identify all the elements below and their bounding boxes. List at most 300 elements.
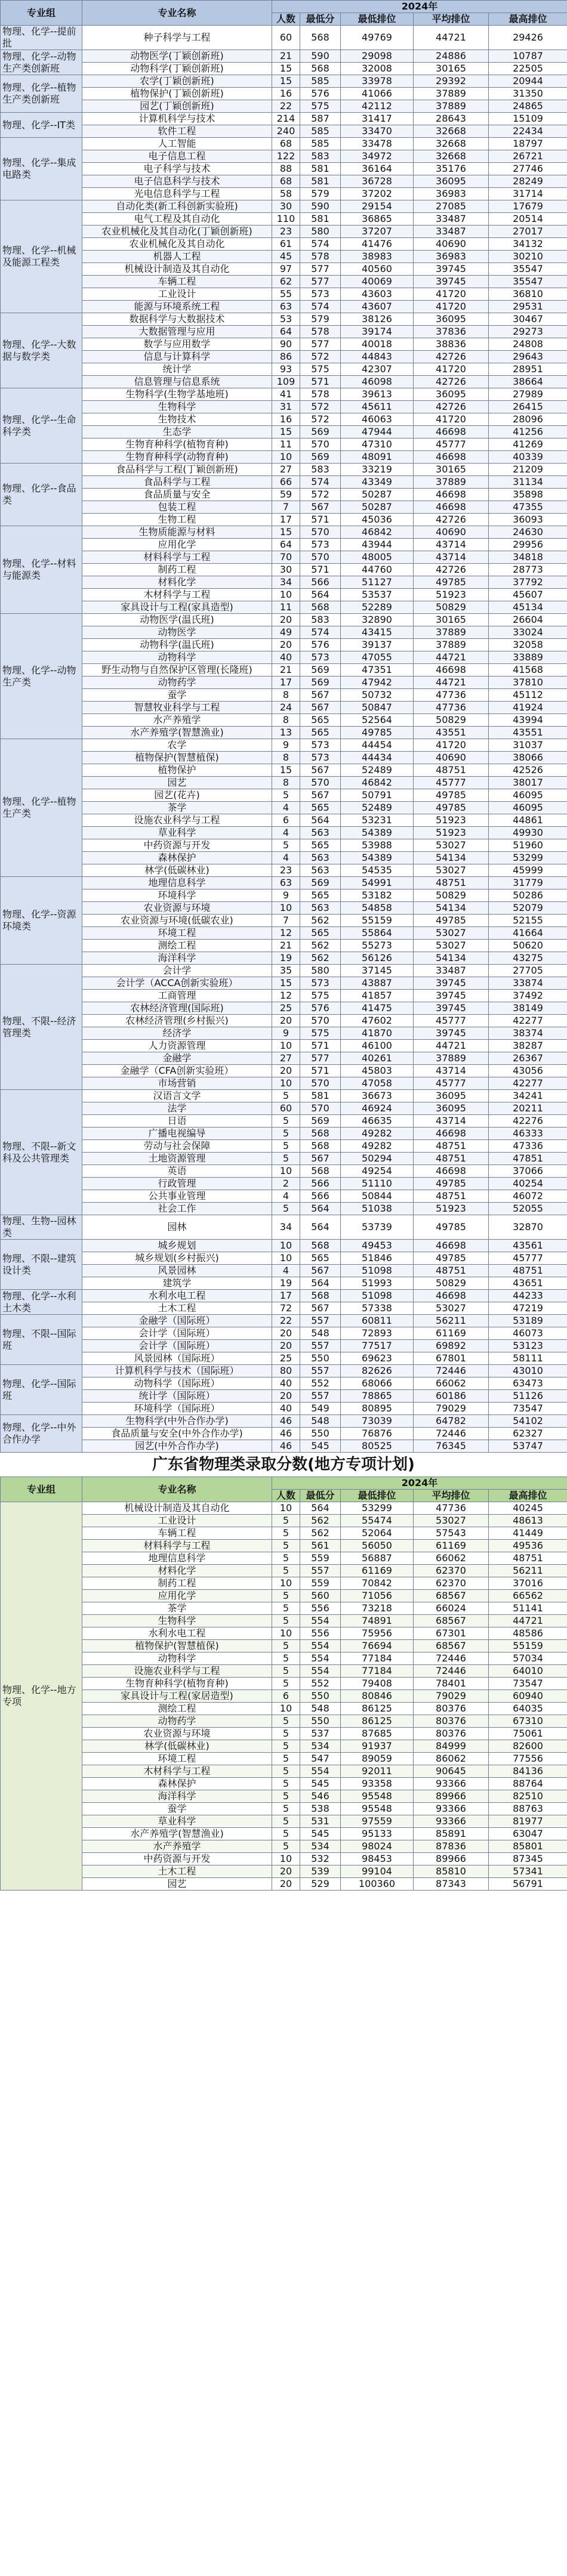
main-row — [1, 601, 567, 614]
local-min-score-cell: 559 — [300, 1577, 341, 1590]
main-count-cell: 53 — [272, 313, 300, 326]
main-min-score-cell: 571 — [300, 1040, 341, 1052]
main-avg-rank-cell: 30165 — [414, 614, 489, 626]
main-major-cell: 电子科学与技术 — [82, 163, 272, 175]
main-min-rank-cell: 46635 — [341, 1115, 414, 1128]
main-major-cell: 植物保护 — [82, 764, 272, 777]
main-count-cell: 64 — [272, 539, 300, 551]
main-min-score-cell: 572 — [300, 413, 341, 426]
main-major-cell: 动物药学 — [82, 677, 272, 689]
local-count-cell: 5 — [272, 1815, 300, 1828]
main-max-rank-cell: 45777 — [489, 1252, 567, 1265]
local-min-score-cell: 554 — [300, 1640, 341, 1653]
local-avg-rank-cell: 86062 — [414, 1753, 489, 1765]
main-row — [1, 26, 567, 50]
main-min-score-cell: 568 — [300, 1140, 341, 1153]
main-min-score-cell: 563 — [300, 827, 341, 839]
main-major-cell: 植物保护(智慧植保) — [82, 752, 272, 764]
main-min-score-cell: 570 — [300, 777, 341, 789]
main-avg-rank-cell: 39745 — [414, 977, 489, 990]
main-max-rank-cell: 21209 — [489, 464, 567, 476]
local-major-cell: 生物科学 — [82, 1615, 272, 1627]
main-avg-rank-cell: 36983 — [414, 251, 489, 263]
main-max-rank-cell: 47336 — [489, 1140, 567, 1153]
main-avg-rank-cell: 46698 — [414, 451, 489, 464]
main-min-score-cell: 566 — [300, 1178, 341, 1190]
main-max-rank-cell: 36093 — [489, 514, 567, 526]
main-count-cell: 68 — [272, 138, 300, 150]
main-group-cell: 物理、化学--植物生产类创新班 — [1, 75, 82, 113]
main-min-rank-cell: 54389 — [341, 827, 414, 839]
main-min-score-cell: 583 — [300, 150, 341, 163]
main-max-rank-cell: 52079 — [489, 902, 567, 915]
main-min-rank-cell: 47942 — [341, 677, 414, 689]
main-row — [1, 175, 567, 188]
local-max-rank-cell: 40245 — [489, 1502, 567, 1515]
main-min-score-cell: 577 — [300, 338, 341, 351]
main-min-score-cell: 571 — [300, 1065, 341, 1077]
main-group-cell: 物理、不限--经济管理类 — [1, 965, 82, 1090]
main-row — [1, 1252, 567, 1265]
main-avg-rank-cell: 67801 — [414, 1352, 489, 1365]
main-min-rank-cell: 46100 — [341, 1040, 414, 1052]
main-max-rank-cell: 43275 — [489, 952, 567, 965]
main-row — [1, 889, 567, 902]
main-min-score-cell: 568 — [300, 1128, 341, 1140]
main-group-cell: 物理、不限--国际班 — [1, 1315, 82, 1365]
main-count-cell: 8 — [272, 689, 300, 702]
main-row — [1, 689, 567, 702]
local-header-group: 专业组 — [1, 1477, 82, 1502]
main-row — [1, 852, 567, 864]
main-min-rank-cell: 56126 — [341, 952, 414, 965]
local-max-rank-cell: 44721 — [489, 1615, 567, 1627]
main-count-cell: 64 — [272, 326, 300, 338]
main-max-rank-cell: 29273 — [489, 326, 567, 338]
main-max-rank-cell: 28249 — [489, 175, 567, 188]
main-min-rank-cell: 45611 — [341, 401, 414, 413]
main-count-cell: 25 — [272, 1352, 300, 1365]
main-min-rank-cell: 36164 — [341, 163, 414, 175]
main-min-score-cell: 570 — [300, 1102, 341, 1115]
main-min-score-cell: 578 — [300, 388, 341, 401]
main-min-score-cell: 569 — [300, 451, 341, 464]
main-avg-rank-cell: 51923 — [414, 827, 489, 839]
main-min-score-cell: 564 — [300, 589, 341, 601]
local-count-cell: 5 — [272, 1765, 300, 1778]
local-major-cell: 材料化学 — [82, 1565, 272, 1577]
main-max-rank-cell: 27746 — [489, 163, 567, 175]
main-min-rank-cell: 50791 — [341, 789, 414, 802]
local-major-cell: 工业设计 — [82, 1515, 272, 1527]
main-min-score-cell: 590 — [300, 200, 341, 213]
local-min-score-cell: 564 — [300, 1502, 341, 1515]
main-avg-rank-cell: 37889 — [414, 100, 489, 113]
main-min-rank-cell: 43349 — [341, 476, 414, 489]
main-min-rank-cell: 50287 — [341, 489, 414, 501]
main-avg-rank-cell: 41720 — [414, 288, 489, 301]
main-row — [1, 702, 567, 714]
main-min-score-cell: 569 — [300, 664, 341, 677]
main-max-rank-cell: 30467 — [489, 313, 567, 326]
main-min-rank-cell: 72893 — [341, 1327, 414, 1340]
main-row — [1, 351, 567, 363]
main-count-cell: 70 — [272, 551, 300, 564]
main-count-cell: 25 — [272, 1002, 300, 1015]
main-min-rank-cell: 47058 — [341, 1077, 414, 1090]
main-count-cell: 5 — [272, 1128, 300, 1140]
main-avg-rank-cell: 41720 — [414, 363, 489, 376]
main-max-rank-cell: 27705 — [489, 965, 567, 977]
main-max-rank-cell: 41924 — [489, 702, 567, 714]
main-avg-rank-cell: 45777 — [414, 1015, 489, 1027]
main-min-score-cell: 552 — [300, 1377, 341, 1390]
main-min-score-cell: 574 — [300, 626, 341, 639]
main-row — [1, 664, 567, 677]
main-min-score-cell: 579 — [300, 313, 341, 326]
main-min-rank-cell: 55273 — [341, 940, 414, 952]
local-min-score-cell: 547 — [300, 1753, 341, 1765]
local-row — [1, 1577, 567, 1590]
main-min-rank-cell: 54858 — [341, 902, 414, 915]
local-avg-rank-cell: 80376 — [414, 1728, 489, 1740]
main-min-rank-cell: 47351 — [341, 664, 414, 677]
main-min-rank-cell: 40069 — [341, 276, 414, 288]
main-max-rank-cell: 46095 — [489, 789, 567, 802]
main-min-score-cell: 573 — [300, 288, 341, 301]
local-major-cell: 制药工程 — [82, 1577, 272, 1590]
main-max-rank-cell: 31714 — [489, 188, 567, 200]
local-max-rank-cell: 67310 — [489, 1715, 567, 1728]
main-count-cell: 21 — [272, 664, 300, 677]
main-row — [1, 551, 567, 564]
main-min-score-cell: 567 — [300, 1153, 341, 1165]
main-max-rank-cell: 50286 — [489, 889, 567, 902]
main-min-rank-cell: 55864 — [341, 927, 414, 940]
local-max-rank-cell: 81977 — [489, 1815, 567, 1828]
main-row — [1, 927, 567, 940]
main-min-score-cell: 570 — [300, 1077, 341, 1090]
main-row — [1, 113, 567, 125]
main-max-rank-cell: 52155 — [489, 915, 567, 927]
local-min-rank-cell: 56050 — [341, 1540, 414, 1552]
main-max-rank-cell: 29426 — [489, 26, 567, 50]
main-row — [1, 614, 567, 626]
local-min-score-cell: 561 — [300, 1540, 341, 1552]
main-max-rank-cell: 51126 — [489, 1390, 567, 1403]
main-avg-rank-cell: 32668 — [414, 150, 489, 163]
main-min-rank-cell: 34972 — [341, 150, 414, 163]
local-row — [1, 1728, 567, 1740]
main-major-cell: 金融学（CFA创新实验班） — [82, 1065, 272, 1077]
main-min-score-cell: 569 — [300, 1115, 341, 1128]
main-row — [1, 125, 567, 138]
local-major-cell: 动物科学 — [82, 1653, 272, 1665]
local-max-rank-cell: 56211 — [489, 1565, 567, 1577]
local-min-score-cell: 538 — [300, 1803, 341, 1815]
local-row — [1, 1527, 567, 1540]
main-avg-rank-cell: 49785 — [414, 915, 489, 927]
main-avg-rank-cell: 48751 — [414, 1153, 489, 1165]
main-avg-rank-cell: 36095 — [414, 313, 489, 326]
main-min-rank-cell: 46924 — [341, 1102, 414, 1115]
main-max-rank-cell: 53747 — [489, 1440, 567, 1453]
main-max-rank-cell: 44233 — [489, 1290, 567, 1302]
local-min-score-cell: 531 — [300, 1815, 341, 1828]
main-min-rank-cell: 36865 — [341, 213, 414, 226]
main-min-score-cell: 549 — [300, 1403, 341, 1415]
main-major-cell: 汉语言文学 — [82, 1090, 272, 1102]
main-avg-rank-cell: 60186 — [414, 1390, 489, 1403]
main-min-rank-cell: 76876 — [341, 1428, 414, 1440]
main-min-rank-cell: 52289 — [341, 601, 414, 614]
main-min-rank-cell: 49453 — [341, 1240, 414, 1252]
main-row — [1, 1365, 567, 1377]
main-avg-rank-cell: 24886 — [414, 50, 489, 63]
local-count-cell: 20 — [272, 1878, 300, 1891]
local-avg-rank-cell: 87836 — [414, 1840, 489, 1853]
main-major-cell: 城乡规划(乡村振兴) — [82, 1252, 272, 1265]
main-count-cell: 11 — [272, 601, 300, 614]
main-avg-rank-cell: 53027 — [414, 839, 489, 852]
main-max-rank-cell: 47219 — [489, 1302, 567, 1315]
local-min-rank-cell: 86125 — [341, 1703, 414, 1715]
main-avg-rank-cell: 49785 — [414, 576, 489, 589]
local-max-rank-cell: 77556 — [489, 1753, 567, 1765]
local-row — [1, 1565, 567, 1577]
main-major-cell: 农林经济管理(乡村振兴) — [82, 1015, 272, 1027]
main-avg-rank-cell: 29392 — [414, 75, 489, 88]
main-min-score-cell: 570 — [300, 551, 341, 564]
main-major-cell: 木材科学与工程 — [82, 589, 272, 601]
main-group-cell: 物理、化学--食品类 — [1, 464, 82, 526]
main-row — [1, 1065, 567, 1077]
local-min-rank-cell: 89059 — [341, 1753, 414, 1765]
main-max-rank-cell: 41664 — [489, 927, 567, 940]
local-major-cell: 测绘工程 — [82, 1703, 272, 1715]
main-min-rank-cell: 46063 — [341, 413, 414, 426]
local-count-cell: 5 — [272, 1778, 300, 1790]
main-min-score-cell: 572 — [300, 401, 341, 413]
main-major-cell: 园林 — [82, 1215, 272, 1240]
main-header-year: 2024年 — [272, 1, 567, 13]
main-min-score-cell: 581 — [300, 163, 341, 175]
main-min-rank-cell: 41475 — [341, 1002, 414, 1015]
main-row — [1, 1428, 567, 1440]
main-min-score-cell: 583 — [300, 464, 341, 476]
main-max-rank-cell: 41269 — [489, 438, 567, 451]
main-header-major: 专业名称 — [82, 1, 272, 26]
local-row — [1, 1840, 567, 1853]
main-count-cell: 97 — [272, 263, 300, 276]
main-min-rank-cell: 41857 — [341, 990, 414, 1002]
main-count-cell: 49 — [272, 626, 300, 639]
local-min-score-cell: 562 — [300, 1515, 341, 1527]
main-row — [1, 338, 567, 351]
local-count-cell: 10 — [272, 1703, 300, 1715]
main-min-score-cell: 576 — [300, 1002, 341, 1015]
main-major-cell: 蚕学 — [82, 689, 272, 702]
main-major-cell: 农业资源与环境 — [82, 902, 272, 915]
main-max-rank-cell: 62327 — [489, 1428, 567, 1440]
local-max-rank-cell: 37016 — [489, 1577, 567, 1590]
main-avg-rank-cell: 37889 — [414, 1052, 489, 1065]
main-major-cell: 材料化学 — [82, 576, 272, 589]
main-major-cell: 城乡规划 — [82, 1240, 272, 1252]
main-avg-rank-cell: 53027 — [414, 864, 489, 877]
main-min-score-cell: 573 — [300, 977, 341, 990]
local-count-cell: 5 — [272, 1615, 300, 1627]
main-count-cell: 10 — [272, 1240, 300, 1252]
main-major-cell: 食品科学与工程 — [82, 476, 272, 489]
local-count-cell: 5 — [272, 1740, 300, 1753]
main-min-score-cell: 548 — [300, 1327, 341, 1340]
main-max-rank-cell: 45607 — [489, 589, 567, 601]
main-major-cell: 人工智能 — [82, 138, 272, 150]
main-count-cell: 2 — [272, 1178, 300, 1190]
main-major-cell: 软件工程 — [82, 125, 272, 138]
local-row — [1, 1715, 567, 1728]
main-row — [1, 677, 567, 689]
local-major-cell: 动物药学 — [82, 1715, 272, 1728]
main-row — [1, 1440, 567, 1453]
main-min-score-cell: 572 — [300, 351, 341, 363]
main-min-score-cell: 581 — [300, 213, 341, 226]
main-row — [1, 251, 567, 263]
main-avg-rank-cell: 46698 — [414, 501, 489, 514]
main-row — [1, 1052, 567, 1065]
main-min-score-cell: 563 — [300, 852, 341, 864]
main-major-cell: 林学(低碳林业) — [82, 864, 272, 877]
main-row — [1, 526, 567, 539]
main-major-cell: 行政管理 — [82, 1178, 272, 1190]
local-row — [1, 1765, 567, 1778]
local-max-rank-cell: 55159 — [489, 1640, 567, 1653]
main-row — [1, 1390, 567, 1403]
main-row — [1, 589, 567, 601]
local-count-cell: 5 — [272, 1590, 300, 1602]
main-min-rank-cell: 31417 — [341, 113, 414, 125]
main-min-rank-cell: 53537 — [341, 589, 414, 601]
main-min-score-cell: 562 — [300, 952, 341, 965]
main-count-cell: 4 — [272, 1190, 300, 1203]
main-count-cell: 5 — [272, 1090, 300, 1102]
main-avg-rank-cell: 49785 — [414, 789, 489, 802]
main-min-rank-cell: 43887 — [341, 977, 414, 990]
main-min-rank-cell: 53182 — [341, 889, 414, 902]
main-min-rank-cell: 51110 — [341, 1178, 414, 1190]
local-avg-rank-cell: 84999 — [414, 1740, 489, 1753]
main-count-cell: 40 — [272, 651, 300, 664]
main-major-cell: 计算机科学与技术（国际班） — [82, 1365, 272, 1377]
main-min-rank-cell: 44434 — [341, 752, 414, 764]
main-avg-rank-cell: 41720 — [414, 413, 489, 426]
main-major-cell: 农学(丁颖创新班) — [82, 75, 272, 88]
main-row — [1, 739, 567, 752]
main-count-cell: 5 — [272, 1153, 300, 1165]
local-min-rank-cell: 87685 — [341, 1728, 414, 1740]
main-max-rank-cell: 22505 — [489, 63, 567, 75]
main-count-cell: 4 — [272, 827, 300, 839]
local-major-cell: 海洋科学 — [82, 1790, 272, 1803]
main-avg-rank-cell: 39745 — [414, 1002, 489, 1015]
main-avg-rank-cell: 47736 — [414, 689, 489, 702]
main-min-score-cell: 573 — [300, 539, 341, 551]
local-major-cell: 农业资源与环境 — [82, 1728, 272, 1740]
local-max-rank-cell: 75061 — [489, 1728, 567, 1740]
main-row — [1, 438, 567, 451]
local-max-rank-cell: 48613 — [489, 1515, 567, 1527]
local-header-min-rank: 最低排位 — [341, 1490, 414, 1502]
main-min-rank-cell: 29098 — [341, 50, 414, 63]
main-min-score-cell: 577 — [300, 263, 341, 276]
main-count-cell: 23 — [272, 864, 300, 877]
main-row — [1, 1165, 567, 1178]
local-max-rank-cell: 49536 — [489, 1540, 567, 1552]
local-avg-rank-cell: 66024 — [414, 1602, 489, 1615]
main-min-rank-cell: 51098 — [341, 1265, 414, 1277]
local-row — [1, 1853, 567, 1865]
main-avg-rank-cell: 43714 — [414, 539, 489, 551]
main-row — [1, 965, 567, 977]
main-row — [1, 413, 567, 426]
local-min-score-cell: 550 — [300, 1715, 341, 1728]
main-min-rank-cell: 50847 — [341, 702, 414, 714]
local-max-rank-cell: 57034 — [489, 1653, 567, 1665]
main-row — [1, 138, 567, 150]
local-min-score-cell: 537 — [300, 1728, 341, 1740]
main-count-cell: 61 — [272, 238, 300, 251]
main-min-rank-cell: 52489 — [341, 764, 414, 777]
main-major-cell: 市场营销 — [82, 1077, 272, 1090]
main-major-cell: 社会工作 — [82, 1203, 272, 1215]
local-avg-rank-cell: 68567 — [414, 1640, 489, 1653]
main-min-rank-cell: 51098 — [341, 1290, 414, 1302]
main-min-score-cell: 573 — [300, 651, 341, 664]
main-avg-rank-cell: 50829 — [414, 889, 489, 902]
local-row — [1, 1540, 567, 1552]
local-max-rank-cell: 87345 — [489, 1853, 567, 1865]
main-min-rank-cell: 41066 — [341, 88, 414, 100]
main-count-cell: 16 — [272, 88, 300, 100]
main-count-cell: 9 — [272, 1027, 300, 1040]
main-group-cell: 物理、化学--生命科学类 — [1, 388, 82, 464]
main-avg-rank-cell: 53027 — [414, 1302, 489, 1315]
main-group-cell: 物理、化学--水利土木类 — [1, 1290, 82, 1315]
main-min-rank-cell: 29154 — [341, 200, 414, 213]
local-major-cell: 水产养殖学(智慧渔业) — [82, 1828, 272, 1840]
main-count-cell: 6 — [272, 814, 300, 827]
main-avg-rank-cell: 50829 — [414, 601, 489, 614]
main-major-cell: 农林经济管理(国际班) — [82, 1002, 272, 1015]
main-major-cell: 生物科学(中外合作办学) — [82, 1415, 272, 1428]
main-avg-rank-cell: 56211 — [414, 1315, 489, 1327]
local-row — [1, 1778, 567, 1790]
main-avg-rank-cell: 47736 — [414, 702, 489, 714]
main-min-rank-cell: 40560 — [341, 263, 414, 276]
main-group-cell: 物理、化学--植物生产类 — [1, 739, 82, 877]
main-min-score-cell: 565 — [300, 714, 341, 727]
main-group-cell: 物理、生物--园林类 — [1, 1215, 82, 1240]
main-row — [1, 326, 567, 338]
main-min-rank-cell: 42112 — [341, 100, 414, 113]
main-min-score-cell: 570 — [300, 526, 341, 539]
main-min-rank-cell: 46098 — [341, 376, 414, 388]
main-count-cell: 5 — [272, 1140, 300, 1153]
main-major-cell: 数据科学与大数据技术 — [82, 313, 272, 326]
main-min-rank-cell: 44760 — [341, 564, 414, 576]
main-major-cell: 车辆工程 — [82, 276, 272, 288]
